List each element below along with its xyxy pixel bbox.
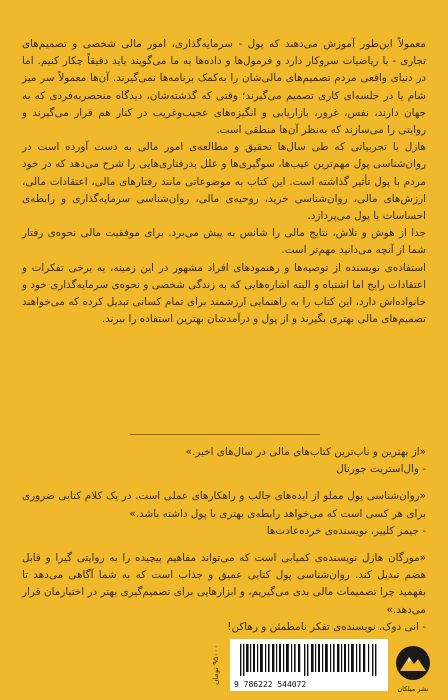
description-paragraph-3: جدا از هوش و تلاش، نتایج مالی را شانس به پیش می‌برد. برای موفقیت مالی نحوه‌ی رفتار شما از آنچه می‌دانید مهم‌تر است. [22,227,426,257]
barcode-digits: 9 786222 544072 [234,680,307,689]
endorsement-2 [22,488,426,540]
endorsements [22,444,426,646]
endorsement-3-text: «مورگان هازل نویسنده‌ی کمیابی است که می‌تواند مفاهیم پیچیده را به روایتی گیرا و قابل هضم تبدیل کند. روان‌شناسی پول کتابی عمیق و جذاب است که به شما آگاهی می‌دهد تا بفهمید چرا تصمیمات مالی بدی می‌گیریم، و ابزارهایی برای تصمیم‌گیری بهتر در اختیارمان قرار می‌دهد.» [22,552,426,616]
endorsement-2-attribution: - جیمز کلییر، نویسنده‌ی خرده‌عادت‌ها [266,524,426,537]
price-label: ۹۵۰۰۰ تومان [211,644,220,686]
endorsement-1-text: «از بهترین و ناب‌ترین کتاب‌های مالی در سال‌های اخیر.» [185,446,426,458]
mountain-logo-icon [395,645,431,681]
endorsement-2-text: «روان‌شناسی پول مملو از ایده‌های جالب و راهکارهای عملی است. در یک کلام کتابی ضروری برای هر کسی است که می‌خواهد رابطه‌ی بهتری با پول داشته باشد.» [22,490,426,520]
publisher-logo [395,645,431,693]
endorsement-1-attribution: - وال‌استریت جورنال [336,463,426,476]
description-paragraph-2: هازل با تجربیاتی که طی سال‌ها تحقیق و مطالعه‌ی امور مالی به دست آورده است در روان‌شناسی پول مهم‌ترین عیب‌ها، سوگیری‌ها و علل بدرفتاری‌هایی را شرح می‌دهد که در خود مردم با پول تأثیر گذاشته است. این کتاب به موضوعاتی مانند رفتارهای مالی، اعتقادات مالی، ارزش‌های مالی، روان‌شناسی خرید، روحیه‌ی مالی، روان‌شناسی سرمایه‌گذاری و رابطه‌ی احساسات با پول می‌پردازد. [22,141,426,223]
endorsement-1 [22,444,426,478]
publisher-name: نشر میلکان [397,685,429,693]
description-paragraph-4: استفاده‌ی نویسنده از توصیه‌ها و رهنمودهای افراد مشهور در این زمینه، به برخی تفکرات و اعتقادات رایج اما اشتباه و البته اشاره‌هایی که به زندگی شخصی و نحوه‌ی سرمایه‌گذاری خود و خانواده‌اش دارد، این کتاب را به راهنمایی ارزشمند برای تمام کسانی تبدیل کرده که می‌خواهند تصمیم‌های مالی بهتری بگیرند و از پول و درآمدشان بهترین استفاده را ببرند. [22,261,426,326]
endorsement-3 [22,550,426,636]
section-divider [130,434,320,435]
endorsement-3-attribution: - انی دوک، نویسنده‌ی تفکر نامطمئن و رهاکن! [227,620,426,633]
description-text [22,36,426,328]
description-paragraph-1: معمولاً این‌طور آموزش می‌دهند که پول - سرمایه‌گذاری، امور مالی شخصی و تصمیم‌های تجاری - با ریاضیات سروکار دارد و فرمول‌ها و داده‌ها به ما می‌گویند باید دقیقاً چکار کنیم. اما در دنیای واقعی مردم تصمیم‌های مالی‌شان را به‌کمک برنامه‌ها نمی‌گیرند. آن‌ها معمولاً سر میز شام یا در جلسه‌ای کاری تصمیم می‌گیرند؛ وقتی که گذشته‌شان، دیدگاه منحصربه‌فردی که به جهان دارند، نفس، غرور، بازاریابی و انگیزه‌های عجیب‌وغریب در کنار هم قرار می‌گیرند و روایتی را می‌سازند که به‌نظر آن‌ها منطقی است. [22,38,426,137]
barcode-bars [238,644,380,676]
isbn-barcode [230,639,388,691]
